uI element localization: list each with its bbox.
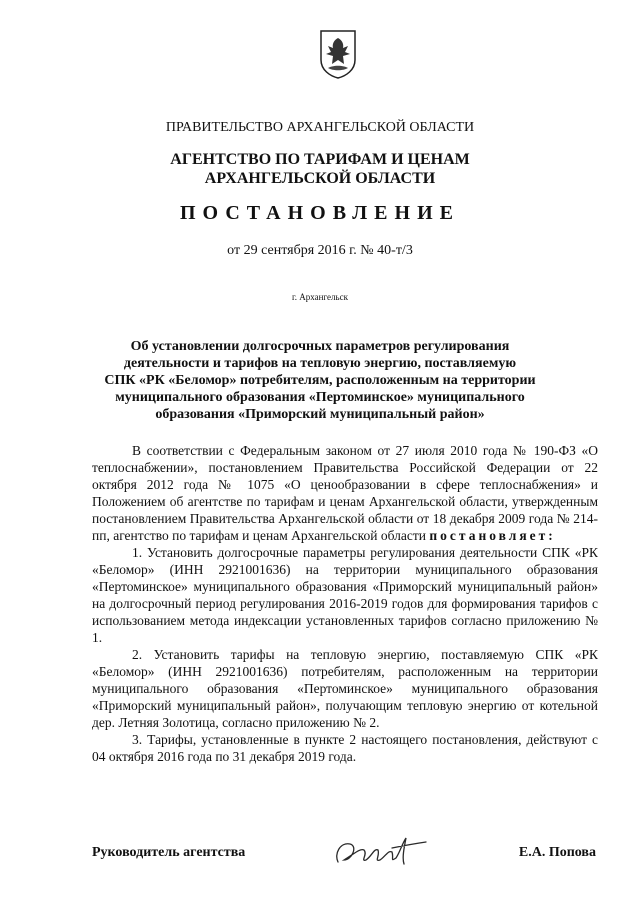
preamble-paragraph [92,442,598,544]
subject-line: образования «Приморский муниципальный район» [155,407,485,422]
subject-line: муниципального образования «Пертоминское» муниципального [115,390,525,405]
document-body [92,442,598,765]
preamble-text: В соответствии с Федеральным законом от 27 июля 2010 года № 190-ФЗ «О теплоснабжении», постановлением Правительства Российской Федерации от 22 октября 2012 года № 1075 «О ценообразовании в сфере теплоснабжения» и Положением об агентстве по тарифам и ценам Архангельской области, утвержденным постановлением Правительства Архангельской области от 18 декабря 2009 года № 214-пп, агентство по тарифам и ценам Архангельской области [92,443,598,543]
decides-word: постановляет: [429,528,556,543]
subject-line: Об установлении долгосрочных параметров регулирования [130,339,510,354]
government-name: ПРАВИТЕЛЬСТВО АРХАНГЕЛЬСКОЙ ОБЛАСТИ [165,120,475,135]
subject-line: СПК «РК «Беломор» потребителям, расположенным на территории [104,373,536,388]
document-type: ПОСТАНОВЛЕНИЕ [180,202,460,224]
subject-line: деятельности и тарифов на тепловую энергию, поставляемую [123,356,517,371]
document-city: г. Архангельск [292,292,348,302]
item-1-paragraph: 1. Установить долгосрочные параметры регулирования деятельности СПК «РК «Беломор» (ИНН 2921001636) на территории муниципального образования «Пертоминское» муниципального образования «Приморский муниципальный район» на долгосрочный период регулирования 2016-2019 годов для формирования тарифов с использованием метода индексации установленных тарифов согласно приложению № 1. [92,545,598,645]
coat-of-arms-emblem [318,28,358,80]
agency-name-line2: АРХАНГЕЛЬСКОЙ ОБЛАСТИ [204,170,436,187]
document-date-number: от 29 сентября 2016 г. № 40-т/3 [227,243,413,258]
signatory-name: Е.А. Попова [518,845,596,860]
handwritten-signature [330,828,430,870]
item-2-paragraph: 2. Установить тарифы на тепловую энергию, поставляемую СПК «РК «Беломор» (ИНН 2921001636) потребителям, расположенным на территории муниципального образования «Пертоминское» муниципального образования «Приморский муниципальный район», получающим тепловую энергию от котельной дер. Летняя Золотица, согласно приложению № 2. [92,647,598,730]
item-3-paragraph: 3. Тарифы, установленные в пункте 2 настоящего постановления, действуют с 04 октября 2016 года по 31 декабря 2019 года. [92,732,598,764]
document-subject [100,338,540,423]
agency-name [0,150,640,188]
signatory-role: Руководитель агентства [92,845,246,860]
agency-name-line1: АГЕНТСТВО ПО ТАРИФАМ И ЦЕНАМ [170,151,470,168]
